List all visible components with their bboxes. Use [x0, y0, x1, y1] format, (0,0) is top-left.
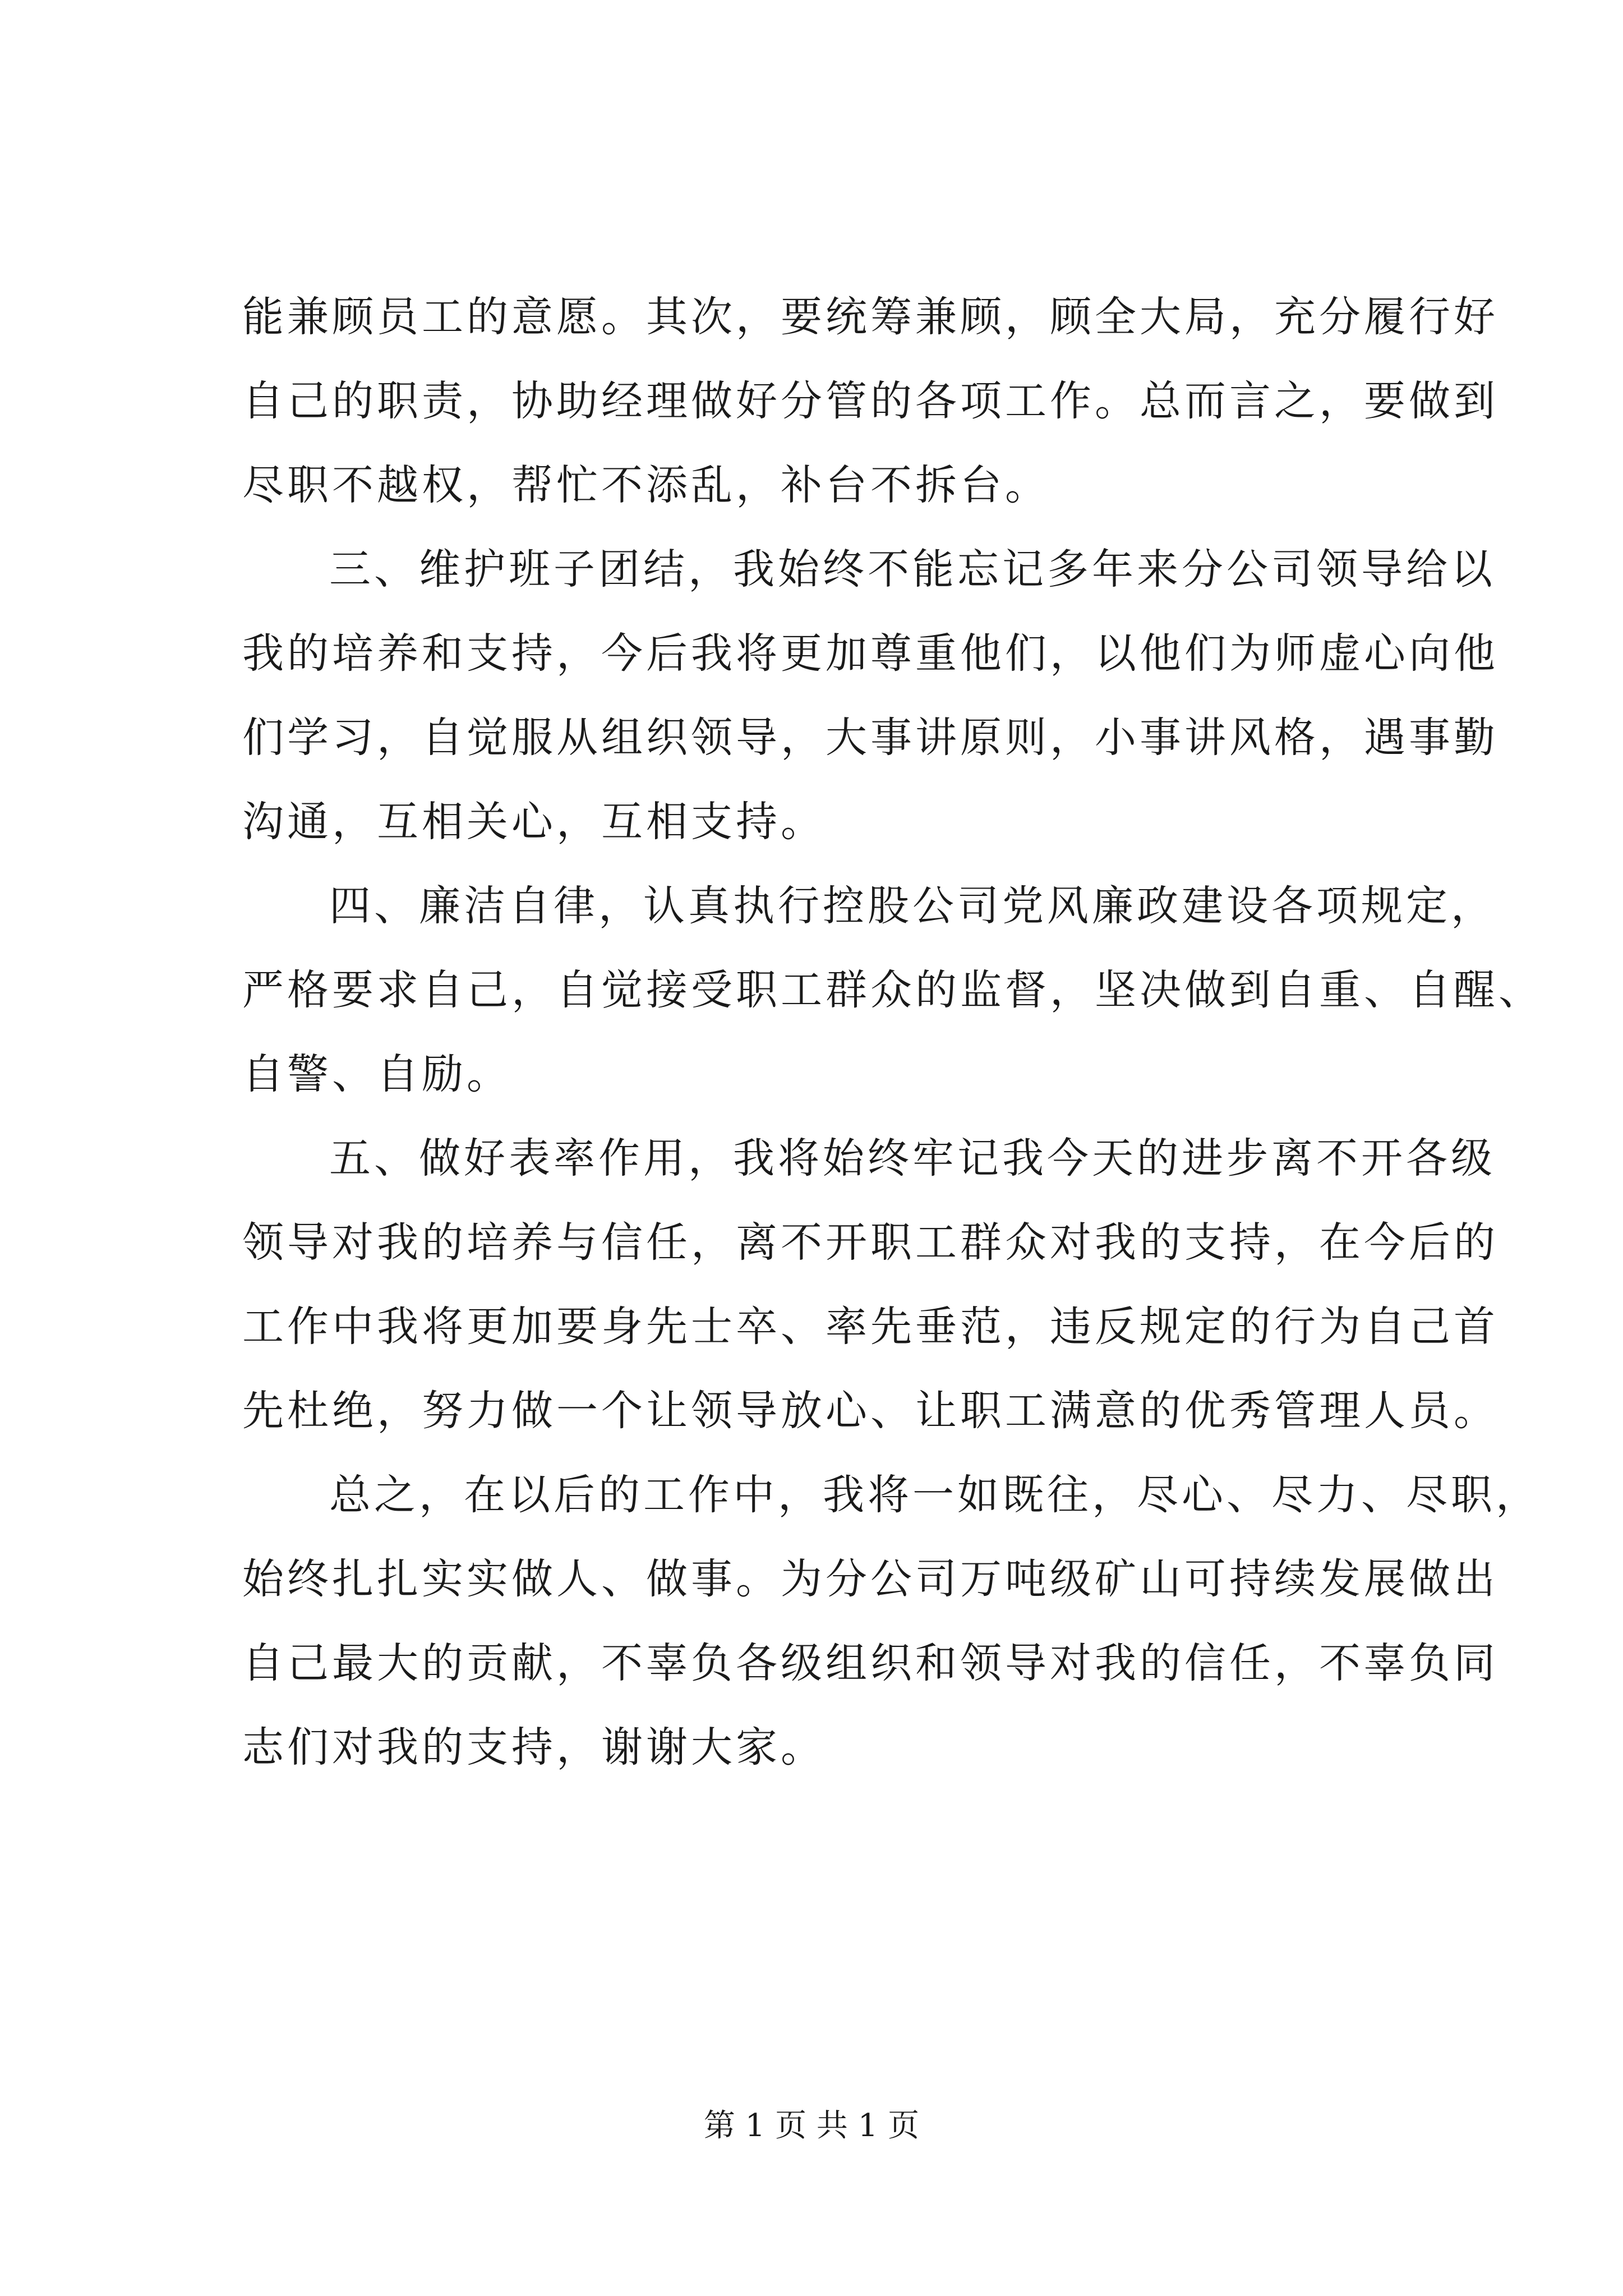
- text-line: 自己最大的贡献，不辜负各级组织和领导对我的信任，不辜负同: [242, 1639, 1498, 1687]
- document-body: [242, 292, 1543, 1806]
- paragraph-start-line: 四、廉洁自律，认真执行控股公司党风廉政建设各项规定，: [329, 882, 1496, 930]
- text-line: 们学习，自觉服从组织领导，大事讲原则，小事讲风格，遇事勤: [242, 714, 1498, 762]
- page-number-footer: 第 1 页 共 1 页: [703, 2108, 920, 2144]
- text-line: 领导对我的培养与信任，离不开职工群众对我的支持，在今后的: [242, 1218, 1498, 1267]
- text-line: 尽职不越权，帮忙不添乱，补台不拆台。: [242, 461, 1050, 509]
- text-line: 志们对我的支持，谢谢大家。: [242, 1723, 826, 1772]
- paragraph-start-line: 五、做好表率作用，我将始终牢记我今天的进步离不开各级: [329, 1134, 1496, 1182]
- paragraph-start-line: 总之，在以后的工作中，我将一如既往，尽心、尽力、尽职，: [329, 1471, 1541, 1519]
- text-line: 严格要求自己，自觉接受职工群众的监督，坚决做到自重、自醒、: [242, 966, 1543, 1014]
- paragraph-start-line: 三、维护班子团结，我始终不能忘记多年来分公司领导给以: [329, 545, 1496, 593]
- text-line: 工作中我将更加要身先士卒、率先垂范，违反规定的行为自己首: [242, 1303, 1498, 1351]
- text-line: 沟通，互相关心，互相支持。: [242, 798, 826, 846]
- text-line: 自己的职责，协助经理做好分管的各项工作。总而言之，要做到: [242, 377, 1498, 425]
- text-line: 我的培养和支持，今后我将更加尊重他们，以他们为师虚心向他: [242, 629, 1498, 678]
- text-line: 先杜绝，努力做一个让领导放心、让职工满意的优秀管理人员。: [242, 1387, 1498, 1435]
- text-line: 始终扎扎实实做人、做事。为分公司万吨级矿山可持续发展做出: [242, 1555, 1498, 1603]
- text-line: 能兼顾员工的意愿。其次，要统筹兼顾，顾全大局，充分履行好: [242, 293, 1498, 341]
- text-line: 自警、自励。: [242, 1050, 511, 1098]
